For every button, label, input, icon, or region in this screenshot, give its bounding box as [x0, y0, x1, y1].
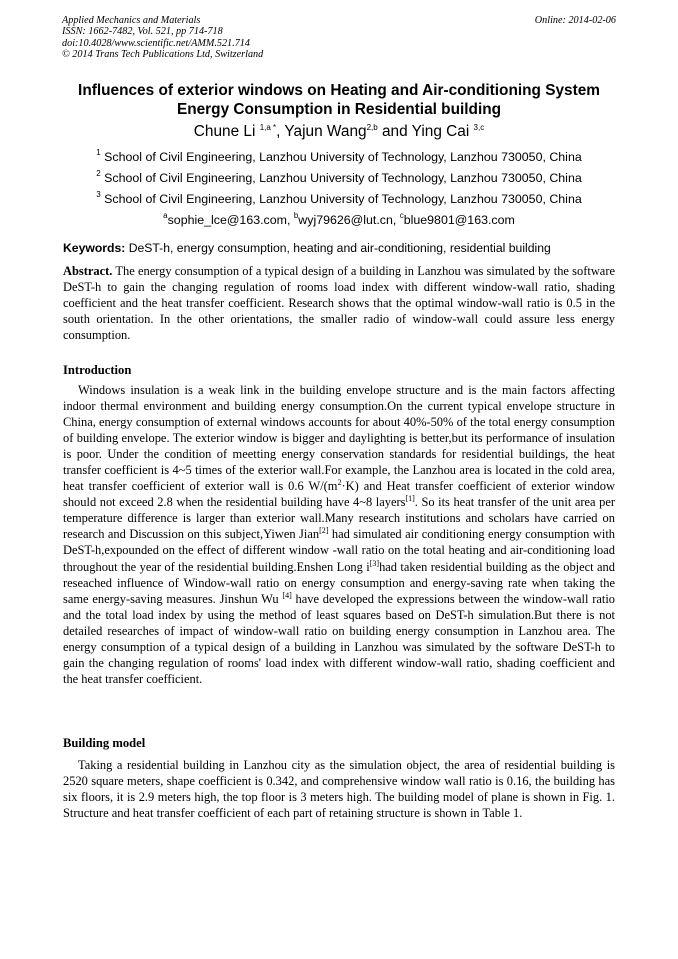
- journal-issn: ISSN: 1662-7482, Vol. 521, pp 714-718: [62, 26, 223, 38]
- journal-name: Applied Mechanics and Materials: [62, 15, 201, 26]
- title-line-2: Energy Consumption in Residential building: [176, 100, 502, 118]
- intro-text-4: had simulated air conditioning energy consumption with DeST-h,expounded on the effect of different window -wall ratio on the total heating and air-conditioning load throughout the year of the residential building.Enshen Long i: [63, 527, 615, 574]
- author-emails: [30, 212, 648, 228]
- email-a: sophie_lce@163.com,: [167, 213, 294, 227]
- email-c: blue9801@163.com: [403, 213, 515, 227]
- title-line-1: Influences of exterior windows on Heating and Air-conditioning System: [78, 82, 600, 99]
- author-3-marker: 3,c: [473, 123, 485, 132]
- section-heading-building-model: Building model: [63, 736, 146, 750]
- affiliation-1: [30, 149, 648, 165]
- affiliation-1-text: School of Civil Engineering, Lanzhou University of Technology, Lanzhou 730050, China: [100, 150, 582, 164]
- keywords-label: Keywords:: [63, 241, 126, 255]
- citation-2: [2]: [319, 526, 329, 536]
- affiliation-2-number: 2: [96, 169, 101, 178]
- section-heading-introduction: Introduction: [63, 363, 132, 377]
- intro-text-3: . So its heat transfer of the unit area per temperature difference is larger than exterior wall.Many research institutions and scholars have carried on research and Discussion on this subject,Yiwen Jian: [63, 495, 615, 542]
- abstract: [63, 263, 615, 343]
- citation-3: [3]: [369, 558, 380, 568]
- abstract-text: The energy consumption of a typical design of a building in Lanzhou was simulated by the software DeST-h to gain the changing regulation of rooms load index with different window-wall ratio, shading coefficient and the heat transfer coefficient. Research shows that the optimal window-wall ratio is 0.5 in the south orientation. In the other orientations, the smaller radio of window-wall could assure less energy consumption.: [63, 264, 615, 343]
- email-b-marker: b: [293, 211, 299, 220]
- affiliation-3: [30, 191, 648, 207]
- author-2-marker: 2,b: [366, 123, 378, 132]
- intro-text-5: had taken residential building as the object and reseached influence of Window-wall ratio on energy consumption and energy-saving rate when taking the same energy-saving measures. Jinshun Wu: [63, 559, 615, 606]
- author-2: , Yajun Wang: [276, 123, 367, 140]
- building-model-paragraph: Taking a residential building in Lanzhou city as the simulation object, the area of residential building is 2520 square meters, shape coefficient is 0.342, and comprehensive window wall ratio is 0.16, the building has six floors, it is 2.9 meters high, the top floor is 3 meters high. The building model of plane is shown in Fig. 1. Structure and heat transfer coefficient of each part of retaining structure is shown in Table 1.: [63, 758, 615, 821]
- affiliation-3-text: School of Civil Engineering, Lanzhou University of Technology, Lanzhou 730050, China: [100, 192, 582, 206]
- affiliation-2: [30, 170, 648, 186]
- journal-copyright: © 2014 Trans Tech Publications Ltd, Switzerland: [62, 49, 264, 61]
- keywords: [63, 240, 623, 256]
- author-3: and Ying Cai: [377, 123, 474, 140]
- affiliation-1-number: 1: [96, 148, 101, 157]
- keywords-text: DeST-h, energy consumption, heating and air-conditioning, residential building: [125, 241, 551, 255]
- email-b: wyj79626@lut.cn,: [298, 213, 400, 227]
- email-c-marker: c: [399, 211, 404, 220]
- online-date: Online: 2014-02-06: [534, 15, 616, 26]
- journal-header: [62, 15, 263, 61]
- email-a-marker: a: [163, 211, 168, 220]
- author-list: [30, 122, 648, 142]
- intro-text-2: ·K) and Heat transfer coefficient of exterior window should not exceed 2.8 when the residential building have 4~8 layers: [63, 479, 615, 510]
- intro-sup-m2: 2: [337, 478, 342, 488]
- journal-doi: doi:10.4028/www.scientific.net/AMM.521.714: [62, 37, 250, 49]
- author-1-marker: 1,a *: [259, 123, 277, 132]
- abstract-label: Abstract.: [63, 264, 113, 278]
- citation-1: [1]: [405, 494, 415, 504]
- intro-text-6: have developed the expressions between the window-wall ratio and the total load index by using the method of least squares based on DeST-h simulation.But there is not detailed researches of impact of window-wall ratio on building energy consumption in Lanzhou area. The energy consumption of a typical design of a building in Lanzhou was simulated by the software DeST-h to gain the changing regulation of rooms' load index with different window-wall ratio, shading coefficient and the heat transfer coefficient.: [63, 591, 615, 686]
- paper-title: [30, 82, 648, 119]
- author-1: Chune Li: [193, 123, 260, 140]
- affiliation-3-number: 3: [96, 190, 101, 199]
- citation-4: [4]: [282, 590, 292, 600]
- intro-text-1: Windows insulation is a weak link in the building envelope structure and is the main factors affecting indoor thermal environment and building energy consumption.On the current typical envelope structure in China, energy consumption of external windows accounts for about 40%-50% of the total energy consumption of building envelope. The exterior window is bigger and daylighting is better,but its performance of insulation is poor. Under the condition of meetting energy conservation standards for residential buildings, the heat transfer coefficient is 4~5 times of the exterior wall.For example, the Lanzhou area is located in the cold area, heat transfer coefficient of exterior wall is 0.6 W/(m: [63, 383, 615, 494]
- introduction-paragraph: [63, 382, 615, 687]
- affiliation-2-text: School of Civil Engineering, Lanzhou University of Technology, Lanzhou 730050, China: [100, 171, 582, 185]
